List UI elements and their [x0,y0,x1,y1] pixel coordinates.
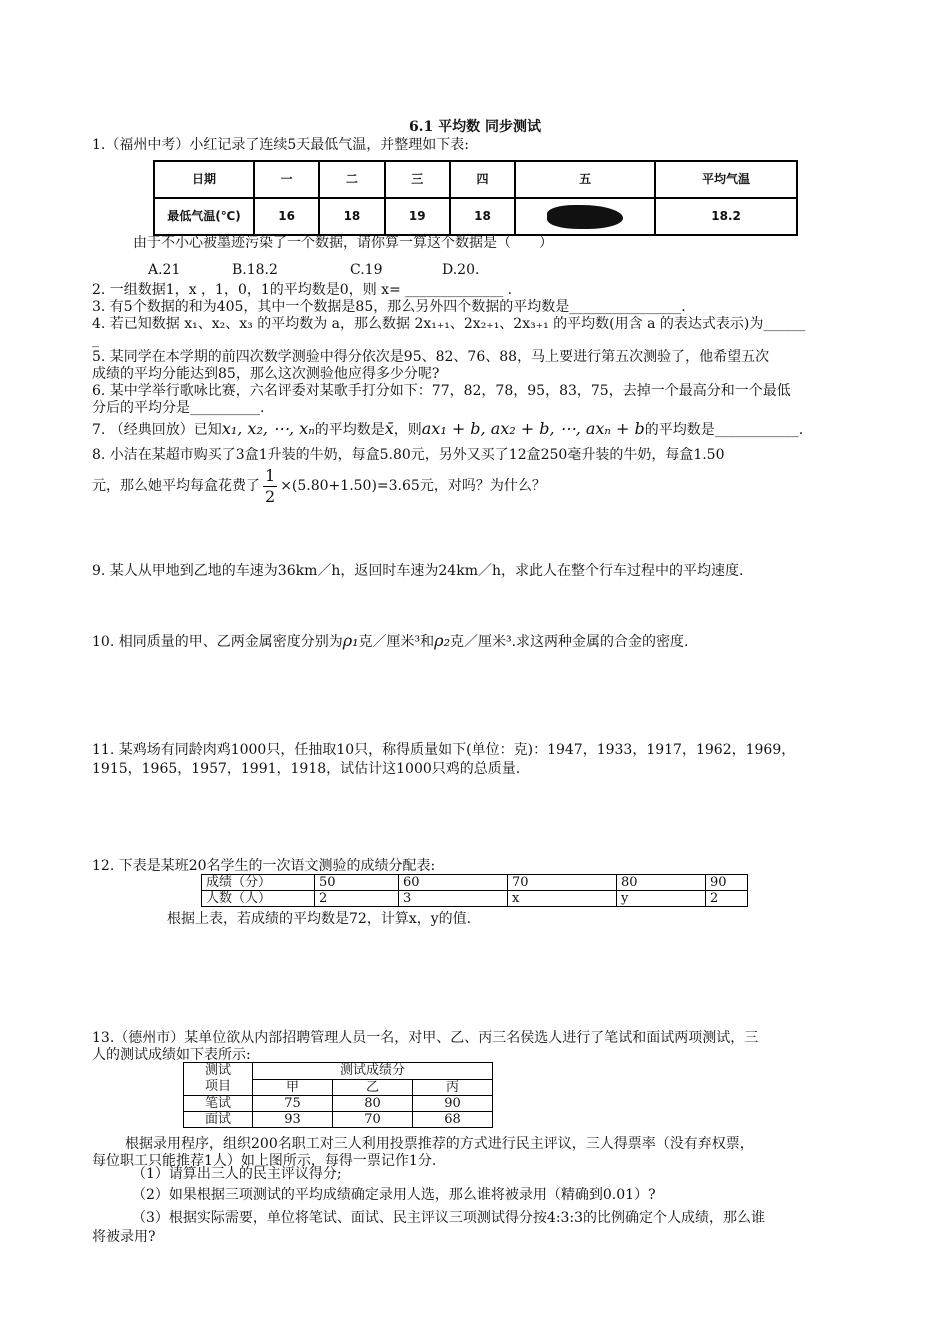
q12-r1-c2: 60 [399,875,508,891]
q1-header-1: 一 [254,161,319,198]
q13-interview-0: 93 [253,1112,333,1128]
q10-text [92,632,689,651]
q7-vars: x₁, x₂, ⋯, xₙ [221,419,315,438]
q7-mean: x̄ [384,419,394,438]
q13-name-0: 甲 [253,1079,333,1096]
q1-option-d: D.20. [442,262,480,278]
q12-r1-c5: 90 [706,875,748,891]
q1-option-c: C.19 [350,262,383,278]
q1-table [153,160,798,236]
q6-text-cont: 分后的平均分是__________. [92,400,265,416]
q12-table [201,874,748,907]
q12-r2-c4: y [617,891,706,907]
q7-mid2: ，则 [393,422,422,438]
page-title: 6.1 平均数 同步测试 [408,119,542,135]
q4-text-cont: _ [92,332,99,348]
q1-cell-6: 18.2 [655,198,797,235]
q7-prefix: 7. （经典回放）已知 [92,422,222,438]
q13-name-1: 乙 [333,1079,413,1096]
q12-r2-c3: x [508,891,617,907]
q13-text-cont: 人的测试成绩如下表所示: [92,1047,251,1063]
q10-prefix: 10. 相同质量的甲、乙两金属密度分别为 [92,634,343,650]
q1-cell-0: 最低气温(℃) [154,198,254,235]
q10-rho1: ρ₁ [342,631,359,650]
q13-name-2: 丙 [413,1079,493,1096]
q12-r2-c0: 人数（人） [202,891,315,907]
q10-suffix: 克／厘米³.求这两种金属的合金的密度. [450,634,689,650]
q13-interview-2: 68 [413,1112,493,1128]
q13-written-2: 90 [413,1096,493,1112]
q7-expr: ax₁ + b, ax₂ + b, ⋯, axₙ + b [421,419,645,438]
ink-blot [547,205,623,229]
q1-header-6: 平均气温 [655,161,797,198]
q12-r1-c0: 成绩（分） [202,875,315,891]
q8-prefix: 元，那么她平均每盒花费了 [92,478,260,494]
q13-procedure-cont: 每位职工只能推荐1人）如上图所示，每得一票记作1分. [92,1153,437,1169]
q12-r1-c1: 50 [315,875,399,891]
q12-text: 12. 下表是某班20名学生的一次语文测验的成绩分配表: [92,858,436,874]
q1-cell-1: 16 [254,198,319,235]
q1-question: 由于不小心被墨迹污染了一个数据，请你算一算这个数据是（ ） [133,235,553,251]
q12-r2-c1: 2 [315,891,399,907]
q1-cell-2: 18 [319,198,384,235]
q6-text: 6. 某中学举行歌咏比赛，六名评委对某歌手打分如下：77，82，78，95，83，75，去掉一个最高分和一个最低 [92,383,791,399]
q12-question: 根据上表，若成绩的平均数是72，计算x，y的值. [167,911,472,927]
q1-header-3: 三 [385,161,450,198]
q1-header-0: 日期 [154,161,254,198]
q8-text-cont [92,465,546,507]
fraction-numerator: 1 [265,465,276,485]
q7-mid: 的平均数是 [314,422,385,438]
fraction-denominator: 2 [265,486,276,506]
q2-text: 2. 一组数据1，x ，1，0，1的平均数是0，则 x= ______________ . [92,282,513,298]
q13-row-label-interview: 面试 [184,1112,253,1128]
q13-sub-2: （2）如果根据三项测试的平均成绩确定录用人选，那么谁将被录用（精确到0.01）? [132,1187,656,1203]
q13-corner-line2: 项目 [204,1079,231,1094]
q1-cell-5-ink-blot [515,198,655,235]
q11-text-cont: 1915，1965，1957，1991，1918，试估计这1000只鸡的总质量. [92,761,521,777]
q3-text: 3. 有5个数据的和为405，其中一个数据是85，那么另外四个数据的平均数是________________. [92,299,686,315]
q13-table [183,1062,493,1128]
q11-text: 11. 某鸡场有同龄肉鸡1000只，任抽取10只，称得质量如下(单位：克)：1947，1933，1917，1962，1969， [92,742,796,758]
q1-option-a: A.21 [148,262,181,278]
q13-sub-3-cont: 将被录用? [92,1229,156,1245]
q1-cell-4: 18 [450,198,515,235]
q7-text [92,420,803,439]
q10-mid: 克／厘米³和 [358,634,435,650]
q13-sub-1: （1）请算出三人的民主评议得分; [132,1166,342,1182]
q13-row-label-written: 笔试 [184,1096,253,1112]
q5-text: 5. 某同学在本学期的前四次数学测验中得分依次是95、82、76、88，马上要进行第五次测验了，他希望五次 [92,349,770,365]
q8-text: 8. 小洁在某超市购买了3盒1升装的牛奶，每盒5.80元，另外又买了12盒250毫升装的牛奶，每盒1.50 [92,447,725,463]
q4-text: 4. 若已知数据 x₁、x₂、x₃ 的平均数为 a，那么数据 2x₁₊₁、2x₂₊₁、2x₃₊₁ 的平均数(用含 a 的表达式表示)为______ [92,316,806,332]
q13-group-header: 测试成绩分 [253,1063,493,1080]
q8-suffix: ×(5.80+1.50)=3.65元，对吗？为什么？ [280,478,546,494]
q1-option-b: B.18.2 [232,262,278,278]
q1-text: 1.（福州中考）小红记录了连续5天最低气温，并整理如下表: [92,137,469,153]
q1-cell-3: 19 [385,198,450,235]
q7-suffix: 的平均数是____________. [644,422,804,438]
q13-sub-3: （3）根据实际需要，单位将笔试、面试、民主评议三项测试得分按4:3:3的比例确定个人成绩，那么谁 [132,1210,766,1226]
one-half-fraction [263,466,277,507]
q12-r2-c5: 2 [706,891,748,907]
q12-r2-c2: 3 [399,891,508,907]
q12-r1-c3: 70 [508,875,617,891]
q12-r1-c4: 80 [617,875,706,891]
q1-header-2: 二 [319,161,384,198]
q10-rho2: ρ₂ [434,631,450,650]
q13-text: 13.（德州市）某单位欲从内部招聘管理人员一名，对甲、乙、丙三名侯选人进行了笔试和面试两项测试，三 [92,1030,759,1046]
q13-corner-header [184,1063,253,1096]
q9-text: 9. 某人从甲地到乙地的车速为36km／h，返回时车速为24km／h，求此人在整个行车过程中的平均速度. [92,563,744,579]
q13-interview-1: 70 [333,1112,413,1128]
q13-written-1: 80 [333,1096,413,1112]
q1-header-5: 五 [515,161,655,198]
q1-header-4: 四 [450,161,515,198]
q13-corner-line1: 测试 [204,1063,231,1078]
q5-text-cont: 成绩的平均分能达到85，那么这次测验他应得多少分呢? [92,366,440,382]
q13-procedure: 根据录用程序，组织200名职工对三人利用投票推荐的方式进行民主评议，三人得票率（没有弃权票， [125,1136,754,1152]
q13-written-0: 75 [253,1096,333,1112]
